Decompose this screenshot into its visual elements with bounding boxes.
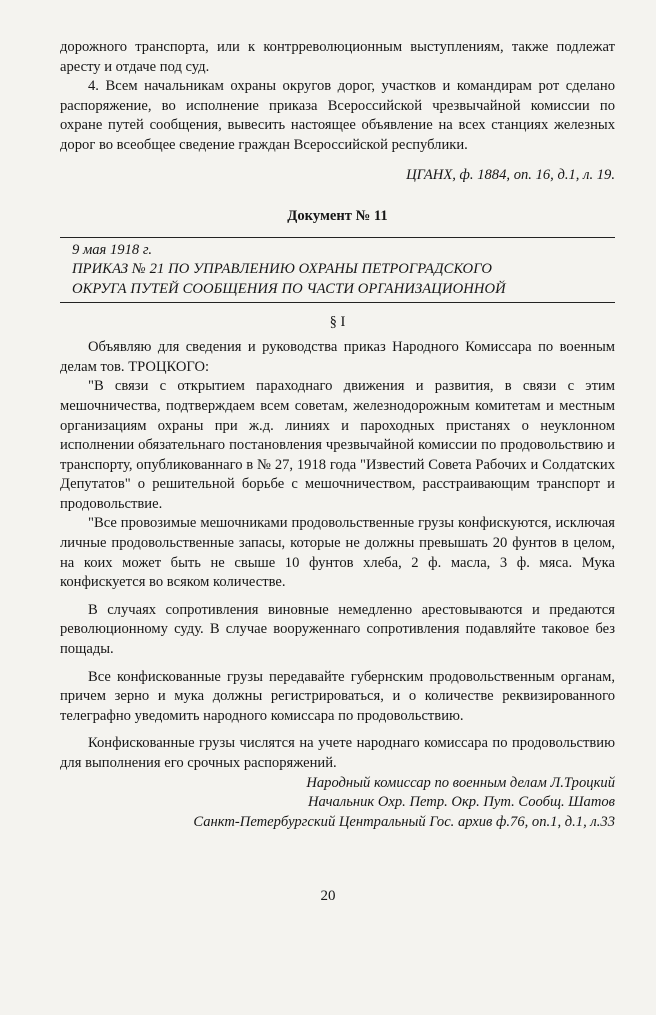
document-page [60, 38, 615, 832]
document-heading-line-1: ПРИКАЗ № 21 ПО УПРАВЛЕНИЮ ОХРАНЫ ПЕТРОГРАДСКОГО [72, 261, 493, 278]
document-header [60, 238, 615, 302]
body-paragraph-5: Все конфискованные грузы передавайте губернским продовольственным органам, причем зерно и мука должны регистрироваться, и о количестве реквизированного телеграфно уведомить народного комиссара по продовольствию. [60, 668, 615, 724]
paragraph-4: 4. Всем начальникам охраны округов дорог, участков и командирам рот сделано распоряжение, во исполнение приказа Всероссийской чрезвычайной комиссии по охране путей сообщения, вывесить настоящее объявление на всех станциях железных дорог во всеобщее сведение граждан Всероссийской республики. [60, 78, 615, 153]
document-heading-line-2: ОКРУГА ПУТЕЙ СООБЩЕНИЯ ПО ЧАСТИ ОРГАНИЗАЦИОННОЙ [72, 280, 506, 297]
page-number: 20 [320, 888, 336, 904]
opening-paragraph: дорожного транспорта, или к контрреволюционным выступлениям, также подлежат аресту и отдаче под суд. [60, 39, 615, 75]
archive-source-2: Санкт-Петербургский Центральный Гос. архив ф.76, оп.1, д.1, л.33 [193, 813, 615, 830]
archive-source-1: ЦГАНХ, ф. 1884, оп. 16, д.1, л. 19. [406, 166, 615, 183]
signature-trotsky: Народный комиссар по военным делам Л.Троцкий [306, 774, 615, 791]
body-paragraph-1: Объявляю для сведения и руководства приказ Народного Комиссара по военным делам тов. ТРОЦКОГО: [60, 339, 615, 375]
body-paragraph-2: "В связи с открытием параходнаго движения и развития, в связи с этим мешочничества, подтверждаем всем советам, железнодорожным комитетам и местным организациям охраны при ж.д. линиях и пароходных пристанях о неуклонном исполнении обязательнаго постановления чрезвычайной комиссии по продовольствию и транспорту, опубликованнаго в № 27, 1918 года "Известий Совета Рабочих и Солдатских Депутатов" о решительной борьбе с мешочничеством, расстраивающим транспорт и продовольствие. [60, 378, 615, 512]
document-title: Документ № 11 [287, 208, 388, 225]
header-bottom-rule [60, 302, 615, 303]
body-paragraph-3: "Все провозимые мешочниками продовольственные грузы конфискуются, исключая личные продовольственные запасы, которые не должны превышать 20 фунтов в целом, на коих может быть не свыше 10 фунтов хлеба, 2 ф. масла, 3 ф. мяса. Мука конфискуется во всяком количестве. [60, 515, 615, 591]
body-paragraph-6: Конфискованные грузы числятся на учете народнаго комиссара по продовольствию для выполнения его срочных распоряжений. [60, 735, 615, 771]
body-paragraph-4: В случаях сопротивления виновные немедленно арестовываются и предаются революционному суду. В случае вооруженнаго сопротивления подавляйте таковое без пощады. [60, 601, 615, 658]
document-date: 9 мая 1918 г. [72, 241, 152, 258]
section-mark: § I [329, 313, 346, 330]
signature-shatov: Начальник Охр. Петр. Окр. Пут. Сообщ. Шатов [307, 794, 615, 811]
